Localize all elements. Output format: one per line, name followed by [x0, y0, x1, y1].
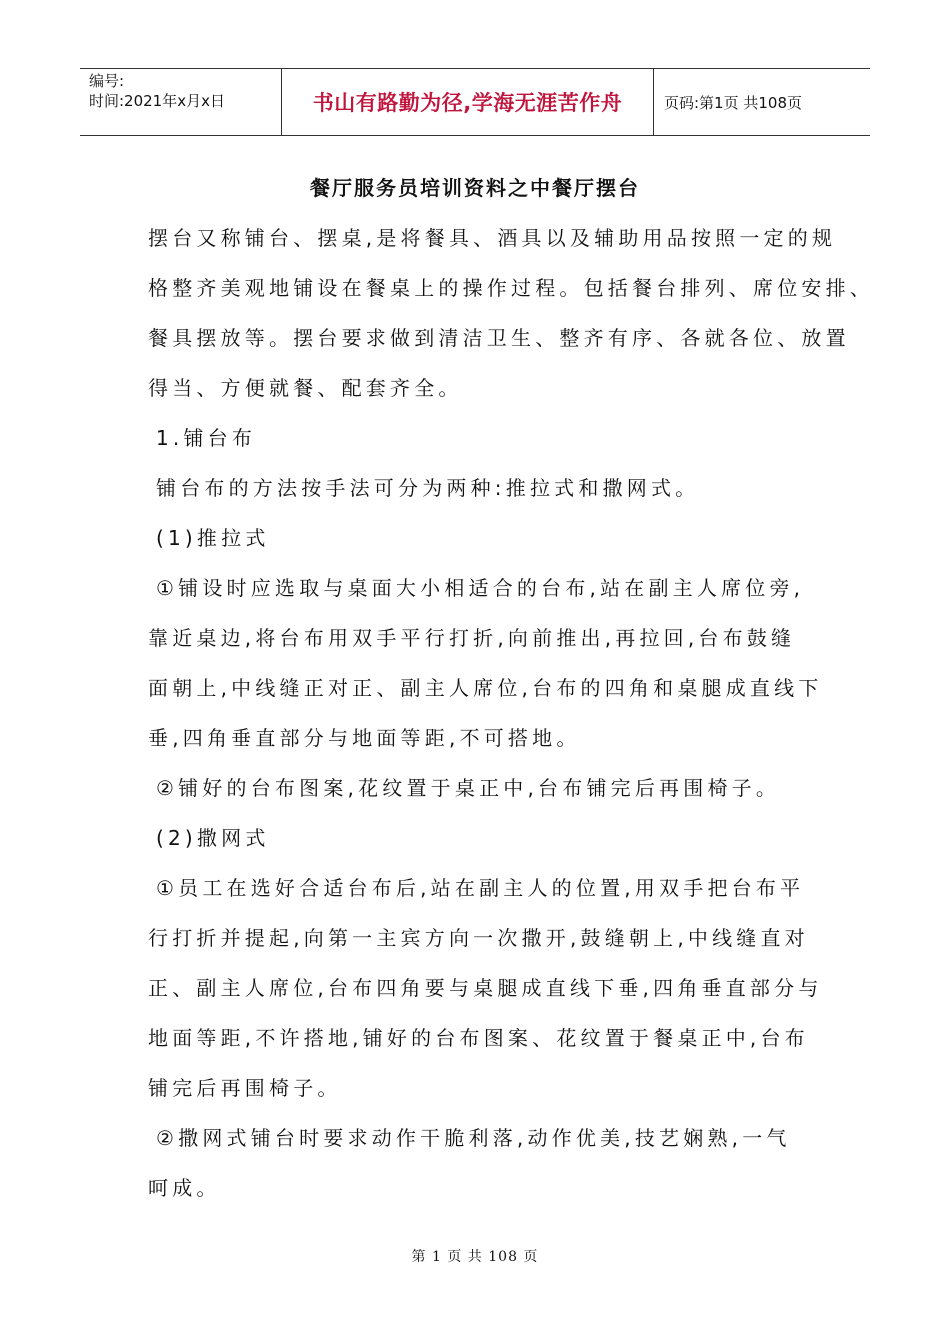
text-line: 格整齐美观地铺设在餐桌上的操作过程。包括餐台排列、席位安排、	[148, 276, 874, 300]
header-meta	[80, 69, 282, 135]
document-number-label: 编号:	[89, 72, 125, 90]
section-heading: 1.铺台布	[156, 426, 257, 450]
text-line: ②撒网式铺台时要求动作干脆利落,动作优美,技艺娴熟,一气	[156, 1126, 791, 1150]
subsection-heading: (2)撒网式	[156, 826, 270, 850]
text-line: 靠近桌边,将台布用双手平行打折,向前推出,再拉回,台布鼓缝	[148, 626, 796, 650]
document-body	[148, 213, 874, 1213]
text-line: ②铺好的台布图案,花纹置于桌正中,台布铺完后再围椅子。	[156, 776, 781, 800]
text-line: 行打折并提起,向第一主宾方向一次撒开,鼓缝朝上,中线缝直对	[148, 926, 809, 950]
text-line: ①员工在选好合适台布后,站在副主人的位置,用双手把台布平	[156, 876, 805, 900]
header-motto: 书山有路勤为径,学海无涯苦作舟	[312, 91, 623, 115]
text-line: 餐具摆放等。摆台要求做到清洁卫生、整齐有序、各就各位、放置	[148, 326, 850, 350]
text-line: 垂,四角垂直部分与地面等距,不可搭地。	[148, 726, 581, 750]
header-page-info: 页码:第1页 共108页	[664, 93, 802, 112]
text-line: 得当、方便就餐、配套齐全。	[148, 376, 463, 400]
text-line: 面朝上,中线缝正对正、副主人席位,台布的四角和桌腿成直线下	[148, 676, 823, 700]
text-line: 摆台又称铺台、摆桌,是将餐具、酒具以及辅助用品按照一定的规	[148, 226, 837, 250]
document-title: 餐厅服务员培训资料之中餐厅摆台	[310, 176, 640, 200]
text-line: ①铺设时应选取与桌面大小相适合的台布,站在副主人席位旁,	[156, 576, 805, 600]
document-header	[80, 68, 870, 136]
header-motto-cell	[282, 69, 654, 135]
text-line: 铺完后再围椅子。	[148, 1076, 342, 1100]
text-line: 地面等距,不许搭地,铺好的台布图案、花纹置于餐桌正中,台布	[148, 1026, 809, 1050]
text-line: 铺台布的方法按手法可分为两种:推拉式和撒网式。	[156, 476, 700, 500]
document-time-label: 时间:2021年x月x日	[89, 92, 225, 110]
text-line: 呵成。	[148, 1176, 221, 1200]
page-footer: 第 1 页 共 108 页	[411, 1249, 539, 1265]
subsection-heading: (1)推拉式	[156, 526, 270, 550]
text-line: 正、副主人席位,台布四角要与桌腿成直线下垂,四角垂直部分与	[148, 976, 823, 1000]
